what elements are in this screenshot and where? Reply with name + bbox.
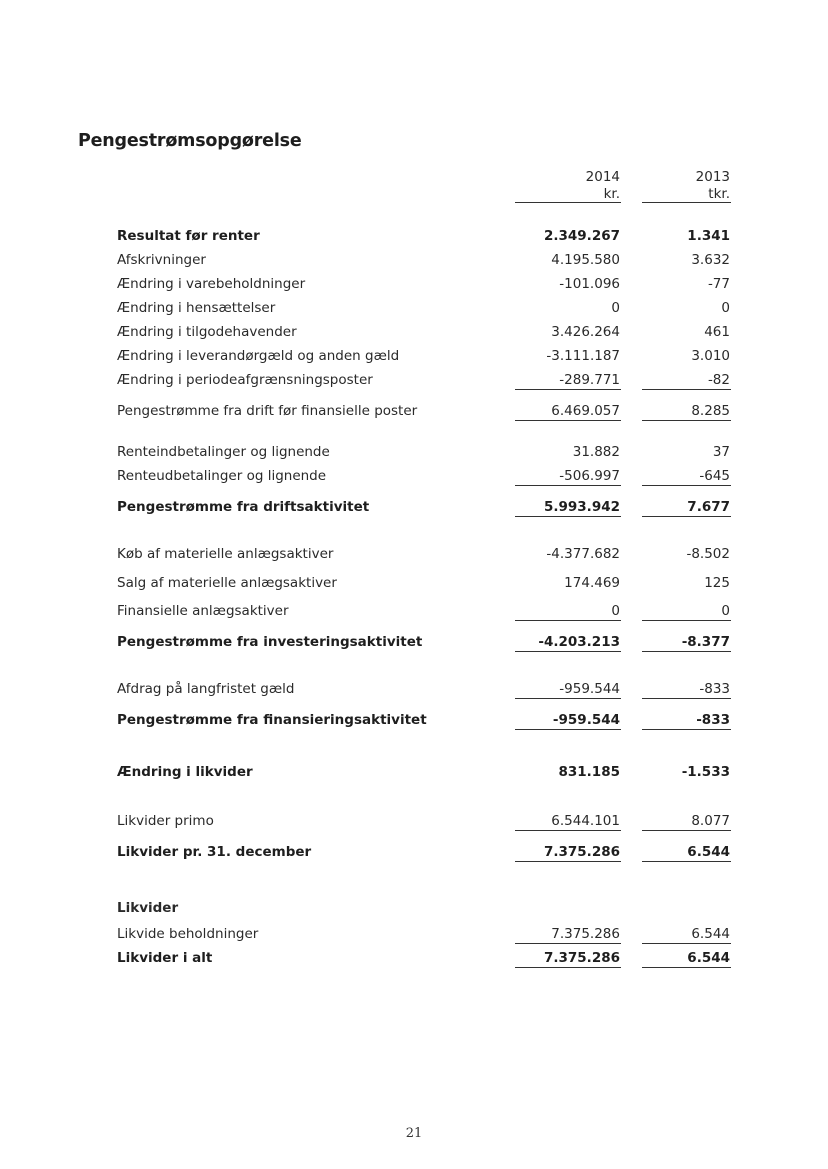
table-row	[0, 275, 828, 293]
row-label: Køb af materielle anlægsaktiver	[117, 546, 334, 562]
header-rule-2013	[642, 202, 731, 203]
table-row	[0, 443, 828, 461]
row-label: Renteindbetalinger og lignende	[117, 444, 330, 460]
table-row	[0, 633, 828, 651]
table-row	[0, 812, 828, 830]
table-row	[0, 299, 828, 317]
value-2013: 3.632	[691, 252, 730, 268]
value-2014: -506.997	[559, 468, 620, 484]
table-row	[0, 602, 828, 620]
row-label: Ændring i likvider	[117, 764, 253, 780]
table-row	[0, 498, 828, 516]
value-2014: 6.469.057	[551, 403, 620, 419]
value-2014: 31.882	[572, 444, 620, 460]
value-2013: 8.077	[691, 813, 730, 829]
value-2014: -959.544	[552, 712, 620, 728]
table-row	[0, 680, 828, 698]
value-2013: 125	[704, 575, 730, 591]
row-label: Pengestrømme fra drift før finansielle poster	[117, 403, 418, 419]
value-2013: -82	[707, 372, 730, 388]
row-label: Ændring i tilgodehavender	[117, 324, 297, 340]
page-number: 21	[405, 1126, 423, 1141]
value-2013: -645	[699, 468, 730, 484]
value-2013: -8.377	[681, 634, 730, 650]
underline-2014	[515, 651, 621, 652]
header-rule-2014	[515, 202, 621, 203]
table-row	[0, 347, 828, 365]
row-label: Ændring i hensættelser	[117, 300, 276, 316]
liquidity-heading: Likvider	[117, 900, 179, 916]
column-unit-2014: kr.	[603, 186, 620, 202]
value-2014: 174.469	[564, 575, 620, 591]
underline-2014	[515, 516, 621, 517]
value-2013: -8.502	[686, 546, 730, 562]
row-label: Ændring i varebeholdninger	[117, 276, 306, 292]
table-row	[0, 925, 828, 943]
table-row	[0, 711, 828, 729]
underline-2013	[642, 861, 731, 862]
value-2013: -77	[707, 276, 730, 292]
table-row	[0, 843, 828, 861]
value-2013: -833	[699, 681, 730, 697]
row-label: Pengestrømme fra finansieringsaktivitet	[117, 712, 427, 728]
underline-2014	[515, 943, 621, 944]
row-label: Renteudbetalinger og lignende	[117, 468, 327, 484]
underline-2014	[515, 698, 621, 699]
underline-2014	[515, 420, 621, 421]
table-row	[0, 371, 828, 389]
value-2014: 7.375.286	[543, 950, 620, 966]
value-2013: 6.544	[687, 844, 730, 860]
value-2013: 0	[721, 603, 730, 619]
underline-2014	[515, 389, 621, 390]
row-label: Pengestrømme fra driftsaktivitet	[117, 499, 370, 515]
value-2013: 0	[721, 300, 730, 316]
underline-2013	[642, 620, 731, 621]
table-row	[0, 949, 828, 967]
value-2014: 4.195.580	[551, 252, 620, 268]
value-2014: 7.375.286	[543, 844, 620, 860]
value-2013: 37	[712, 444, 730, 460]
underline-2014	[515, 861, 621, 862]
column-header-2013	[642, 169, 730, 203]
value-2014: -959.544	[559, 681, 620, 697]
underline-2014	[515, 620, 621, 621]
value-2014: 6.544.101	[551, 813, 620, 829]
row-label: Finansielle anlægsaktiver	[117, 603, 289, 619]
row-label: Resultat før renter	[117, 228, 260, 244]
value-2014: 3.426.264	[551, 324, 620, 340]
table-row	[0, 574, 828, 592]
underline-2013	[642, 420, 731, 421]
value-2014: 5.993.942	[543, 499, 620, 515]
column-unit-2013: tkr.	[708, 186, 730, 202]
table-row	[0, 227, 828, 245]
table-row	[0, 763, 828, 781]
row-label: Likvider pr. 31. december	[117, 844, 312, 860]
row-label: Likvider primo	[117, 813, 214, 829]
row-label: Likvider i alt	[117, 950, 213, 966]
value-2014: -289.771	[559, 372, 620, 388]
page-title: Pengestrømsopgørelse	[78, 131, 302, 151]
value-2014: 7.375.286	[551, 926, 620, 942]
row-label: Salg af materielle anlægsaktiver	[117, 575, 337, 591]
column-year-2014: 2014	[585, 169, 620, 185]
row-label: Likvide beholdninger	[117, 926, 259, 942]
column-year-2013: 2013	[695, 169, 730, 185]
value-2014: 831.185	[558, 764, 620, 780]
value-2013: 6.544	[687, 950, 730, 966]
underline-2013	[642, 967, 731, 968]
value-2014: -4.377.682	[546, 546, 620, 562]
value-2014: -4.203.213	[538, 634, 620, 650]
table-row	[0, 545, 828, 563]
value-2014: 0	[611, 300, 620, 316]
underline-2013	[642, 389, 731, 390]
underline-2013	[642, 485, 731, 486]
value-2013: 6.544	[691, 926, 730, 942]
underline-2013	[642, 830, 731, 831]
underline-2014	[515, 830, 621, 831]
value-2013: -1.533	[681, 764, 730, 780]
row-label: Pengestrømme fra investeringsaktivitet	[117, 634, 423, 650]
value-2013: 7.677	[687, 499, 730, 515]
table-row	[0, 467, 828, 485]
value-2014: -3.111.187	[546, 348, 620, 364]
value-2013: 1.341	[687, 228, 730, 244]
table-row	[0, 251, 828, 269]
column-header-2014	[515, 169, 620, 203]
underline-2013	[642, 516, 731, 517]
value-2013: 461	[704, 324, 730, 340]
row-label: Ændring i leverandørgæld og anden gæld	[117, 348, 400, 364]
underline-2014	[515, 485, 621, 486]
row-label: Ændring i periodeafgrænsningsposter	[117, 372, 373, 388]
row-label: Afdrag på langfristet gæld	[117, 681, 295, 697]
underline-2013	[642, 943, 731, 944]
table-row	[0, 402, 828, 420]
value-2014: 0	[611, 603, 620, 619]
row-label: Afskrivninger	[117, 252, 206, 268]
value-2013: -833	[696, 712, 730, 728]
value-2013: 8.285	[691, 403, 730, 419]
underline-2014	[515, 729, 621, 730]
underline-2014	[515, 967, 621, 968]
value-2014: 2.349.267	[543, 228, 620, 244]
value-2014: -101.096	[559, 276, 620, 292]
underline-2013	[642, 729, 731, 730]
value-2013: 3.010	[691, 348, 730, 364]
underline-2013	[642, 651, 731, 652]
underline-2013	[642, 698, 731, 699]
table-row	[0, 323, 828, 341]
